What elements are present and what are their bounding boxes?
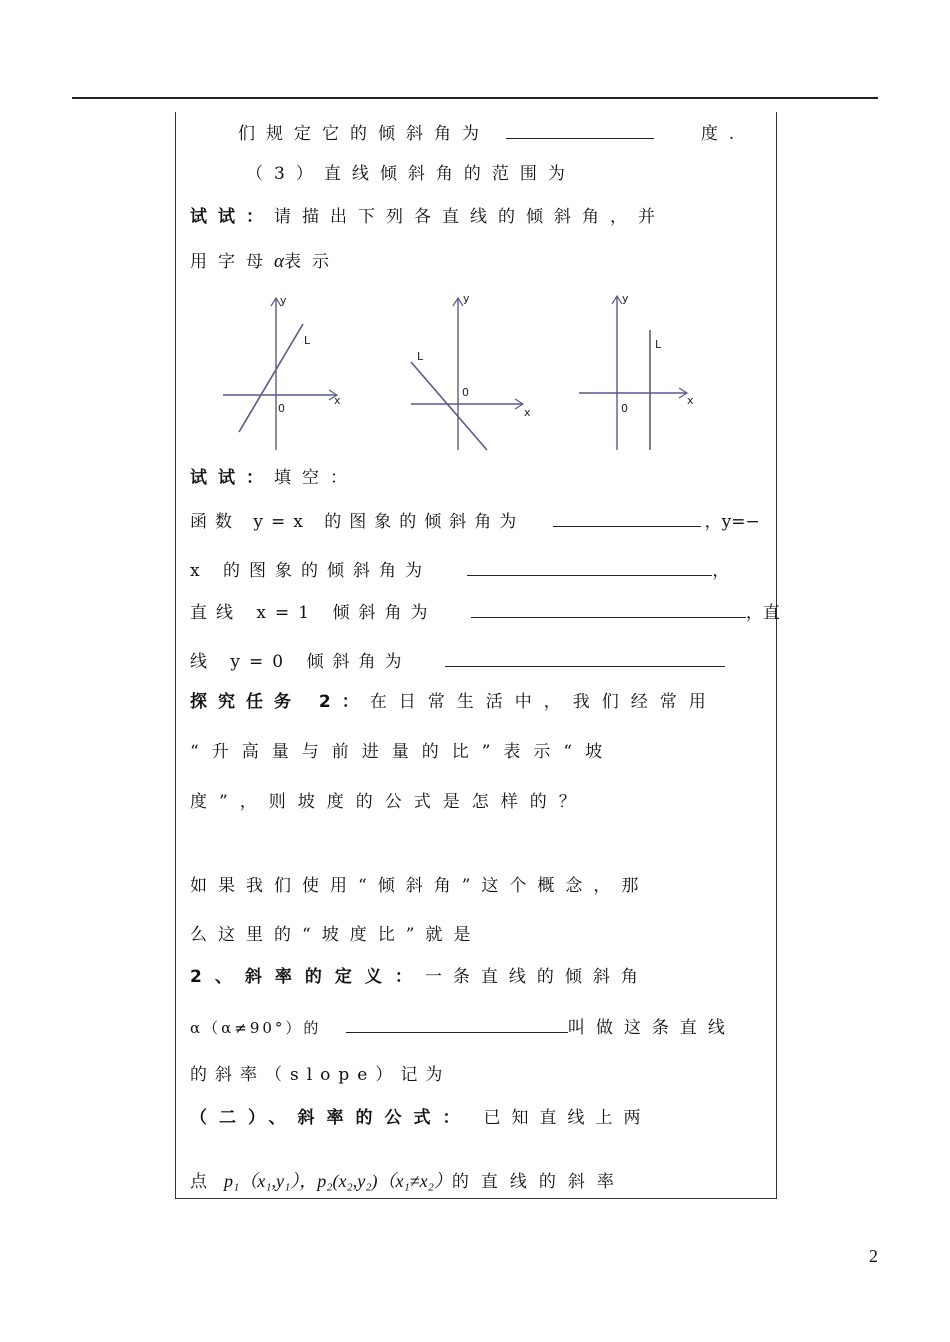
line-text: 函数 y=x 的图象的倾斜角为 [190,512,525,532]
task-line [190,690,760,714]
y-axis-label: y [280,294,287,307]
line-text: ， [712,561,730,581]
line-text: ，直 [745,603,780,623]
definition-line [190,1063,760,1087]
fill-line [190,508,760,534]
line-text: 的直线的斜率 [451,1172,626,1192]
line-text: 请描出下列各直线的倾斜角，并 [274,207,666,227]
text-line [190,923,760,947]
definition-label: 2、斜率的定义： [190,967,425,987]
line-text: ，y=− [704,512,760,532]
line-text: 在日常生活中，我们经常用 [369,692,718,712]
line-text: 点 [190,1172,218,1192]
line-text: 么这里的“坡度比”就是 [190,925,482,945]
header-rule [72,97,878,99]
graph-2 [405,290,540,455]
text-line [190,162,760,186]
formula-line [190,1106,760,1130]
line-text: 度”，则坡度的公式是怎样的？ [190,792,588,812]
page-number: 2 [869,1246,878,1266]
line-text: 一条直线的倾斜角 [424,967,649,987]
answer-blank[interactable] [553,508,701,527]
line-text: 线 y=0 倾斜角为 [190,652,411,672]
graph-1 [215,292,350,452]
answer-blank[interactable] [506,120,654,139]
point-condition: （x₁≠x₂） [377,1171,452,1191]
text-line [190,120,760,146]
line-text: “升高量与前进量的比”表示“坡 [190,742,616,762]
line-label: L [655,338,662,351]
origin-label: 0 [621,402,628,415]
try-label: 试试： [190,468,274,488]
text-line [190,790,760,814]
line-text: 度. [700,124,746,144]
line-text: 们规定它的倾斜角为 [238,124,490,144]
text-line [190,250,760,274]
fill-line [190,648,760,674]
definition-line [190,965,760,989]
definition-line [190,1014,760,1040]
x-axis-label: x [334,394,341,407]
formula-label: （二）、斜率的公式： [190,1108,472,1128]
try-line [190,466,760,490]
x-axis-label: x [687,394,694,407]
answer-blank[interactable] [445,648,725,667]
points-line [190,1169,760,1194]
origin-label: 0 [462,386,469,399]
line-text: x 的图象的倾斜角为 [190,561,431,581]
line-text: α（α≠90°）的 [190,1019,322,1037]
point-p1: p₁（x₁,y₁） [224,1171,300,1191]
line-text: 叫做这条直线 [567,1018,736,1038]
line-text: 如果我们使用“倾斜角”这个概念，那 [190,876,650,896]
answer-blank[interactable] [467,557,712,576]
fill-line [190,557,760,583]
alpha-symbol: α [274,251,284,272]
line-text: 直线 x=1 倾斜角为 [190,603,437,623]
try-label: 试试： [190,207,274,227]
line-text: 填空： [274,468,358,488]
point-p2: ，p₂(x₂,y₂) [299,1171,378,1191]
origin-label: 0 [278,402,285,415]
line-text: 表示 [283,252,340,272]
line-text: 用字母 [190,252,274,272]
line-text: 已知直线上两 [483,1108,652,1128]
text-line [190,740,760,764]
answer-blank[interactable] [471,599,746,618]
y-axis-label: y [622,292,629,305]
try-line [190,205,760,229]
y-axis-label: y [463,292,470,305]
x-axis-label: x [524,406,531,419]
line-text: 的斜率（slope）记为 [190,1065,451,1085]
line-text: （3）直线倾斜角的范围为 [246,164,576,184]
line-label: L [304,334,311,347]
fill-line [190,599,780,625]
line-label: L [417,350,424,363]
text-line [190,874,760,898]
task-label: 探究任务 2： [190,692,370,712]
graph-3 [575,290,700,452]
answer-blank[interactable] [346,1014,568,1033]
